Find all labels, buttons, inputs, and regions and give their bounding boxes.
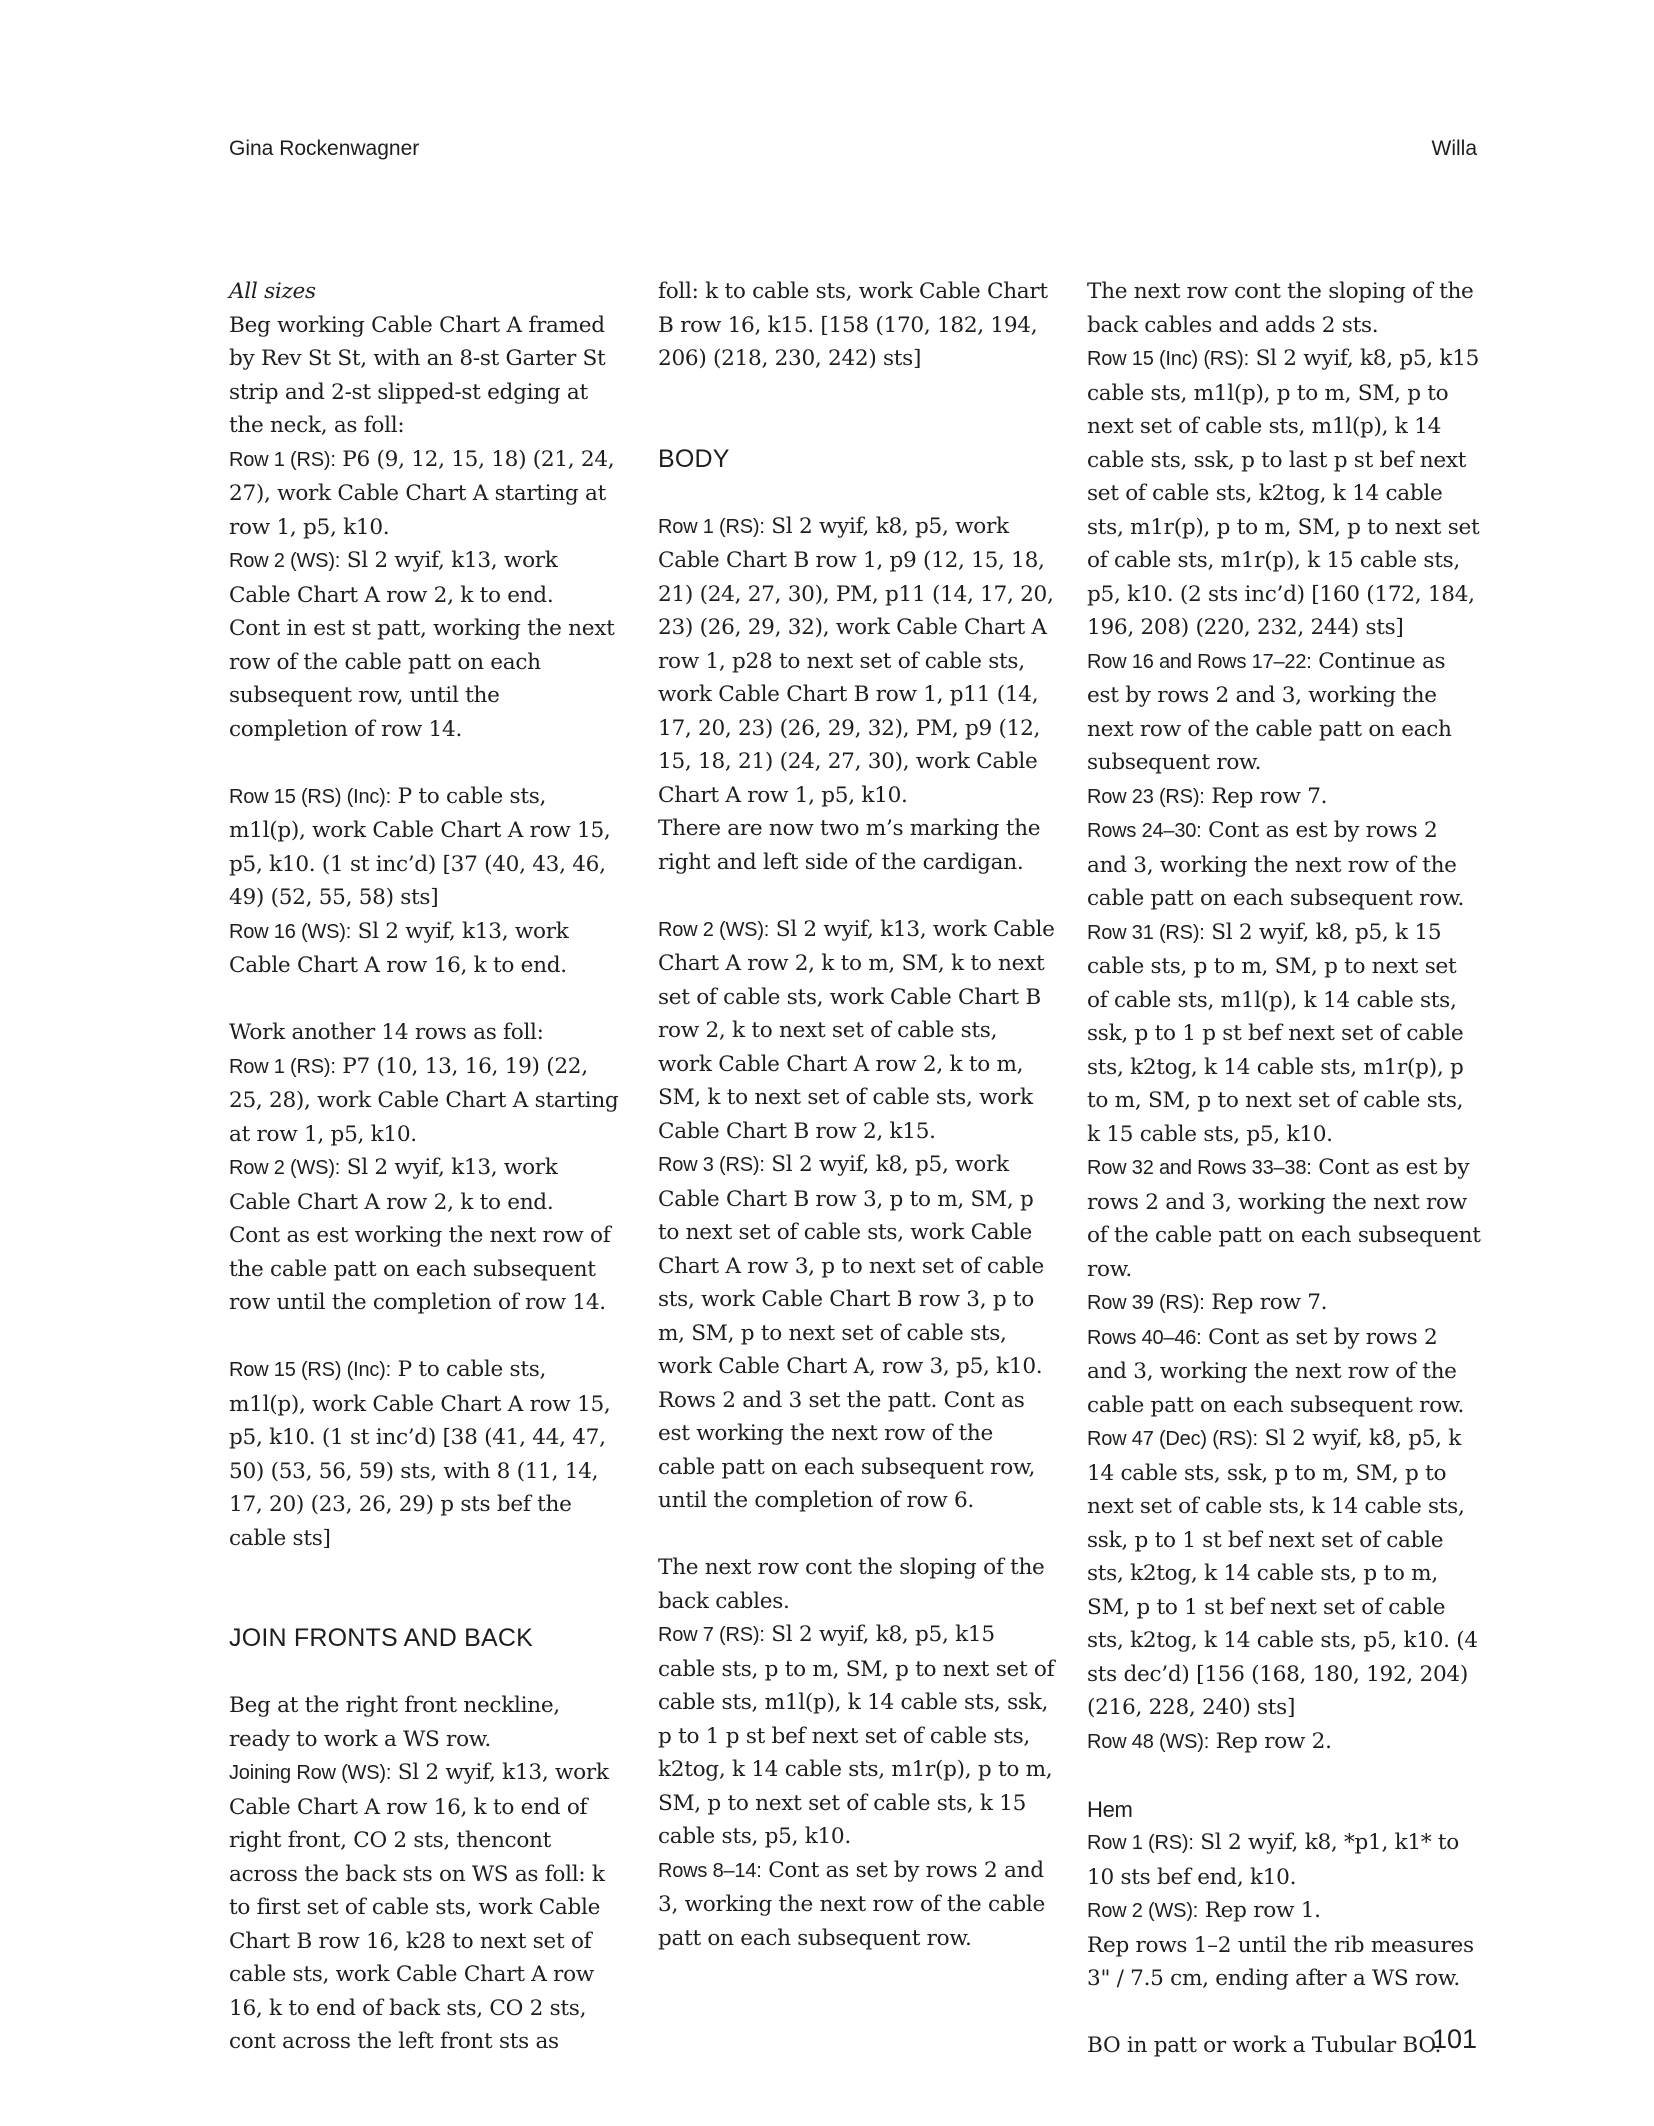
running-header-title: Willa — [1431, 137, 1477, 160]
row-label: Row 2 (WS): — [658, 918, 770, 941]
paragraph: There are now two m’s marking the right and left side of the cardigan. — [658, 816, 1041, 875]
row-text: Sl 2 wyif, k8, p5, work Cable Chart B row 3, p to m, SM, p to next set of cable sts, work Cable Chart A row 3, p to next set of cable sts, work Cable Chart B row 3, p to m, SM, p to next set of cable sts, work Cable Chart A, row 3, p5, k10. — [658, 1152, 1045, 1379]
instruction-row — [1087, 342, 1482, 645]
instruction-row — [229, 544, 624, 612]
row-label: Row 31 (RS): — [1087, 921, 1205, 944]
row-label: Row 1 (RS): — [229, 1055, 336, 1078]
row-label: Row 16 (WS): — [229, 920, 352, 943]
row-text: Sl 2 wyif, k8, p5, k 15 cable sts, p to m, SM, p to next set of cable sts, m1l(p), k 14 cable sts, ssk, p to 1 p st bef next set of cable sts, k2tog, k 14 cable sts, m1r(p), p to m, SM, p to next set of cable sts, k 15 cable sts, p5, k10. — [1087, 919, 1464, 1147]
text-column-3 — [1087, 275, 1482, 2063]
row-text: Continue as est by rows 2 and 3, working the next row of the cable patt on each subsequent row. — [1087, 648, 1452, 775]
page-number: 101 — [1431, 2024, 1477, 2054]
paragraph: BO in patt or work a Tubular BO. — [1087, 2033, 1442, 2058]
paragraph: Beg working Cable Chart A framed by Rev St St, with an 8-st Garter St strip and 2-st slipped-st edging at the neck, as foll: — [229, 312, 606, 438]
instruction-row — [1087, 1422, 1482, 1725]
row-label: Row 3 (RS): — [658, 1154, 765, 1176]
instruction-row — [1087, 1826, 1482, 1894]
row-text: Cont as est by rows 2 and 3, working the next row of the cable patt on each subsequent row. — [1087, 818, 1465, 911]
row-label: Row 32 and Rows 33–38: — [1087, 1157, 1312, 1179]
row-text: Sl 2 wyif, k13, work Cable Chart A row 2, k to end. — [229, 1155, 558, 1215]
row-text: P to cable sts, m1l(p), work Cable Chart A row 15, p5, k10. (1 st inc’d) [38 (41, 44, 47, 50) (53, 56, 59) sts, with 8 (11, 14, 17, 20) (23, 26, 29) p sts bef the cable sts] — [229, 1357, 611, 1551]
instruction-row — [658, 913, 1055, 1149]
row-text: Rep row 7. — [1204, 1290, 1328, 1315]
row-text: Cont as set by rows 2 and 3, working the next row of the cable patt on each subsequent row. — [658, 1857, 1045, 1951]
paragraph: The next row cont the sloping of the back cables and adds 2 sts. — [1087, 279, 1474, 338]
row-text: Sl 2 wyif, k13, work Cable Chart A row 2, k to end. — [229, 548, 558, 608]
instruction-row — [229, 1050, 624, 1152]
instruction-row — [229, 780, 624, 915]
instruction-row — [1087, 916, 1482, 1152]
row-label: Row 48 (WS): — [1087, 1730, 1210, 1753]
subsection-heading: Hem — [1087, 1796, 1133, 1822]
paragraph: The next row cont the sloping of the back cables. — [658, 1555, 1045, 1614]
instruction-row — [658, 1854, 1055, 1956]
paragraph: Rows 2 and 3 set the patt. Cont as est working the next row of the cable patt on each subsequent row, until the completion of row 6. — [658, 1387, 1036, 1513]
instruction-row — [1087, 1286, 1482, 1321]
row-label: Row 2 (WS): — [1087, 1900, 1199, 1922]
row-label: Row 2 (WS): — [229, 1157, 341, 1179]
row-text: Sl 2 wyif, k8, p5, work Cable Chart B row 1, p9 (12, 15, 18, 21) (24, 27, 30), PM, p11 (14, 17, 20, 23) (26, 29, 32), work Cable Chart A row 1, p28 to next set of cable sts, work Cable Chart B row 1, p11 (14, 17, 20, 23) (26, 29, 32), PM, p9 (12, 15, 18, 21) (24, 27, 30), work Cable Chart A row 1, p5, k10. — [658, 513, 1054, 808]
row-label: Row 16 and Rows 17–22: — [1087, 650, 1312, 673]
paragraph: Rep rows 1–2 until the rib measures 3" / 7.5 cm, ending after a WS row. — [1087, 1932, 1474, 1991]
row-label: Row 1 (RS): — [229, 448, 336, 471]
row-label: Row 15 (RS) (Inc): — [229, 1359, 391, 1381]
row-text: Rep row 2. — [1209, 1728, 1332, 1754]
instruction-row — [1087, 1894, 1482, 1929]
row-text: Cont as est by rows 2 and 3, working the next row of the cable patt on each subsequent row. — [1087, 1155, 1481, 1282]
row-label: Rows 8–14: — [658, 1859, 762, 1882]
row-text: P7 (10, 13, 16, 19) (22, 25, 28), work Cable Chart A starting at row 1, p5, k10. — [229, 1053, 619, 1147]
instruction-row — [229, 915, 624, 983]
paragraph: Cont as est working the next row of the cable patt on each subsequent row until the completion of row 14. — [229, 1223, 611, 1315]
paragraph: Beg at the right front neckline, ready to work a WS row. — [229, 1693, 560, 1752]
row-text: Sl 2 wyif, k8, p5, k15 cable sts, m1l(p), p to m, SM, p to next set of cable sts, m1l(p), k 14 cable sts, ssk, p to last p st bef next set of cable sts, k2tog, k 14 cable sts, m1r(p), p to m, SM, p to next set of cable sts, m1r(p), k 15 cable sts, p5, k10. (2 sts inc’d) [160 (172, 184, 196, 208) (220, 232, 244) sts] — [1087, 346, 1480, 640]
row-label: Row 7 (RS): — [658, 1624, 765, 1646]
row-label: Row 15 (Inc) (RS): — [1087, 348, 1249, 370]
instruction-row — [1087, 1321, 1482, 1423]
section-heading: JOIN FRONTS AND BACK — [229, 1624, 534, 1652]
row-label: Row 1 (RS): — [1087, 1832, 1194, 1854]
paragraph: Cont in est st patt, working the next row of the cable patt on each subsequent row, until the completion of row 14. — [229, 616, 615, 742]
instruction-row — [229, 1151, 624, 1219]
instruction-row — [658, 1148, 1055, 1384]
instruction-row — [1087, 645, 1482, 780]
row-text: Sl 2 wyif, k13, work Cable Chart A row 2, k to m, SM, k to next set of cable sts, work Cable Chart B row 2, k to next set of cable sts, work Cable Chart A row 2, k to m, SM, k to next set of cable sts, work Cable Chart B row 2, k15. — [658, 916, 1055, 1144]
section-heading: BODY — [658, 444, 730, 473]
row-text: Rep row 1. — [1198, 1898, 1321, 1923]
text-column-2 — [658, 275, 1055, 1955]
paragraph: foll: k to cable sts, work Cable Chart B row 16, k15. [158 (170, 182, 194, 206) (218, 230, 242) sts] — [658, 279, 1048, 371]
instruction-row — [1087, 780, 1482, 815]
row-text: P6 (9, 12, 15, 18) (21, 24, 27), work Cable Chart A starting at row 1, p5, k10. — [229, 446, 615, 540]
row-label: Row 39 (RS): — [1087, 1292, 1205, 1314]
instruction-row — [1087, 814, 1482, 916]
row-label: Row 2 (WS): — [229, 550, 341, 572]
row-text: Sl 2 wyif, k13, work Cable Chart A row 16, k to end of right front, CO 2 sts, thencont across the back sts on WS as foll: k to first set of cable sts, work Cable Chart B row 16, k28 to next set of cable sts, work Cable Chart A row 16, k to end of back sts, CO 2 sts, cont across the left front sts as — [229, 1760, 609, 2054]
running-header-author: Gina Rockenwagner — [229, 137, 420, 160]
row-text: Sl 2 wyif, k8, p5, k15 cable sts, p to m, SM, p to next set of cable sts, m1l(p), k 14 cable sts, ssk, p to 1 p st bef next set of cable sts, k2tog, k 14 cable sts, m1r(p), p to m, SM, p to next set of cable sts, k 15 cable sts, p5, k10. — [658, 1622, 1055, 1849]
row-label: Row 1 (RS): — [658, 515, 765, 538]
row-text: Sl 2 wyif, k8, p5, k 14 cable sts, ssk, p to m, SM, p to next set of cable sts, k 14 cable sts, ssk, p to 1 st bef next set of cable sts, k2tog, k 14 cable sts, p to m, SM, p to 1 st bef next set of cable sts, k2tog, k 14 cable sts, p5, k10. (4 sts dec’d) [156 (168, 180, 192, 204) (216, 228, 240) sts] — [1087, 1426, 1478, 1720]
row-label: Row 47 (Dec) (RS): — [1087, 1428, 1258, 1450]
row-text: Sl 2 wyif, k8, *p1, k1* to 10 sts bef end, k10. — [1087, 1830, 1459, 1890]
row-text: Rep row 7. — [1204, 783, 1328, 809]
all-sizes-label: All sizes — [229, 279, 316, 304]
instruction-row — [229, 1353, 624, 1555]
instruction-row — [229, 443, 624, 545]
row-text: Cont as set by rows 2 and 3, working the next row of the cable patt on each subsequent row. — [1087, 1324, 1465, 1418]
text-column-1 — [229, 275, 624, 2059]
instruction-row — [658, 1618, 1055, 1854]
row-text: Sl 2 wyif, k13, work Cable Chart A row 16, k to end. — [229, 918, 569, 978]
paragraph: Work another 14 rows as foll: — [229, 1020, 544, 1045]
instruction-row — [658, 510, 1055, 813]
row-label: Joining Row (WS): — [229, 1762, 392, 1784]
row-label: Rows 24–30: — [1087, 820, 1202, 842]
instruction-row — [1087, 1151, 1482, 1286]
row-text: P to cable sts, m1l(p), work Cable Chart A row 15, p5, k10. (1 st inc’d) [37 (40, 43, 46, 49) (52, 55, 58) sts] — [229, 783, 611, 910]
instruction-row — [1087, 1725, 1482, 1760]
row-label: Row 23 (RS): — [1087, 785, 1205, 808]
row-label: Rows 40–46: — [1087, 1326, 1202, 1349]
row-label: Row 15 (RS) (Inc): — [229, 785, 391, 808]
instruction-row — [229, 1756, 624, 2059]
